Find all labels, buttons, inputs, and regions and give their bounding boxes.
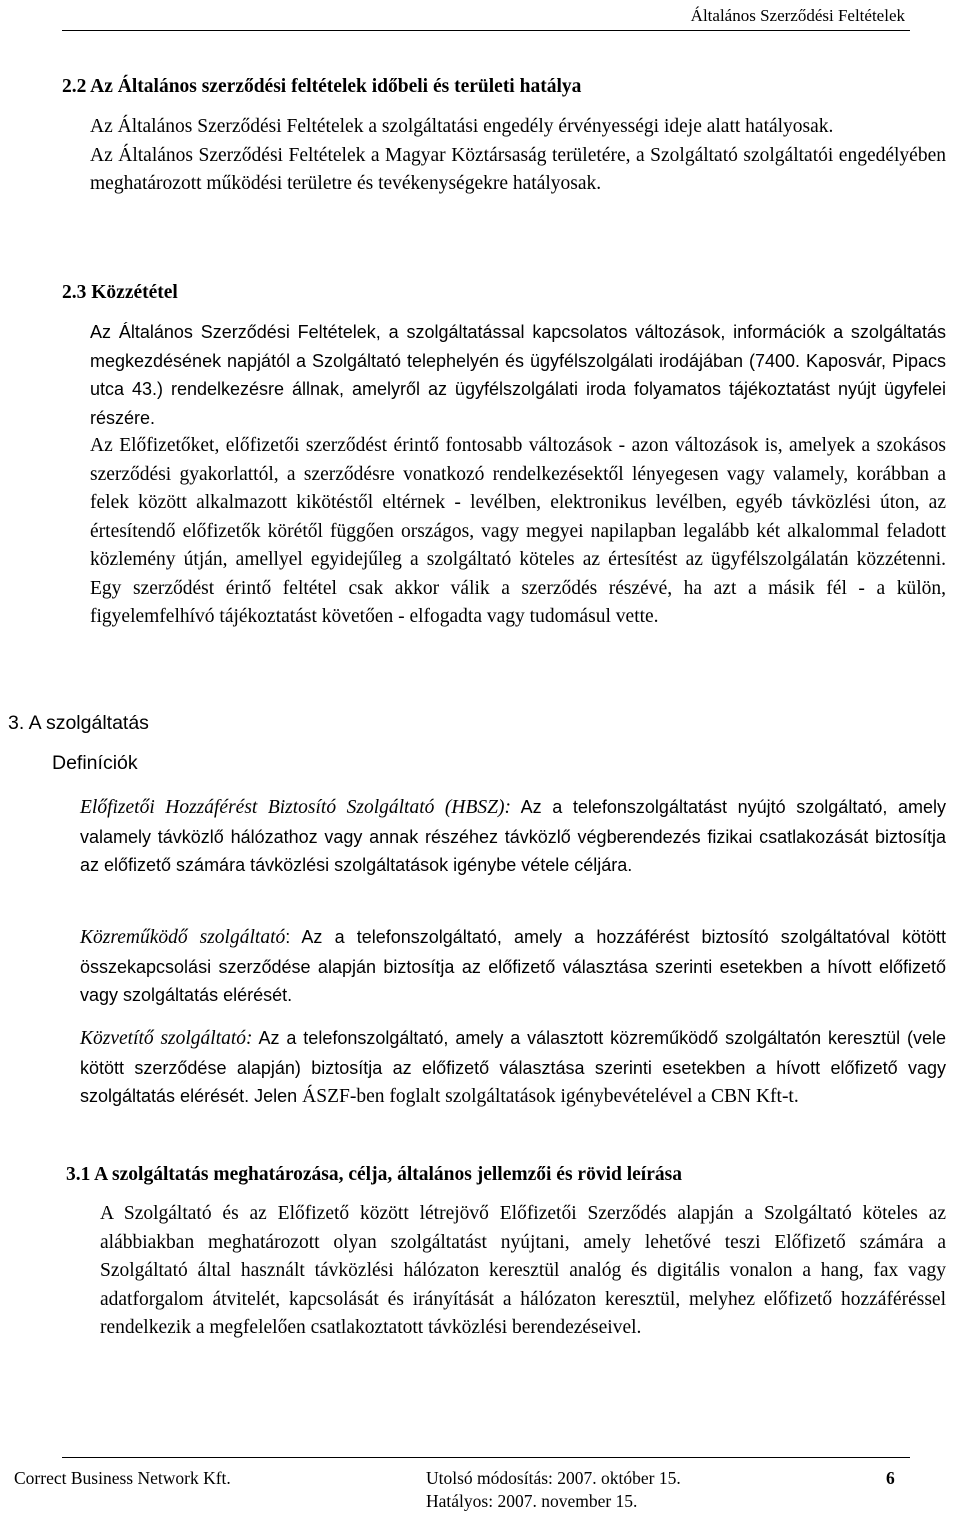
section-2-3-paragraph-1: Az Általános Szerződési Feltételek, a szolgáltatással kapcsolatos változások, információk a szolgáltatás megkezdésének napjától a Szolgáltató telephelyén és ügyfélszolgálati irodájában (7400. Kaposvár, Pipacs utca 43.) rendelkezésre állnak, amelyről az ügyfélszolgálati iroda folyamatos tájékoztatást nyújt ügyfelei részére. [90, 322, 946, 428]
definition-hbsz [80, 793, 946, 880]
definition-text: Az a telefonszolgáltatást nyújtó szolgáltató, amely valamely távközlő hálózathoz vagy annak részéhez távközlő végberendezés fizikai csatlakozását biztosítja az előfizető számára távközlési szolgáltatások igénybe vétele céljára. [80, 797, 946, 875]
section-2-2-paragraph-2: Az Általános Szerződési Feltételek a Magyar Köztársaság területére, a Szolgáltató szolgáltatói engedélyében meghatározott működési területre és tevékenységekre hatályosak. [90, 144, 946, 194]
section-2-3-paragraph-2: Az Előfizetőket, előfizetői szerződést érintő fontosabb változások - azon változások is, amelyek a szokásos szerződési gyakorlattól, a szerződésre vonatkozó rendelkezésektől lényegesen vagy valamely, korábban a felek között alkalmazott kikötéstől eltérnek - levélben, elektronikus levélben, egyéb távközlési úton, az értesítendő előfizetők körétől függően országos, vagy megyei napilapban legalább két alkalommal feladott közlemény útján, amellyel egyidejűleg a szolgáltató köteles az értesítést az ügyfélszolgálatán közzétenni. Egy szerződést érintő feltétel csak akkor válik a szerződés részévé, ha azt a másik fél - a külön, figyelemfelhívó tájékoztatást követően - elfogadta vagy tudomásul vette. [90, 435, 946, 627]
section-3-1-heading: 3.1 A szolgáltatás meghatározása, célja, általános jellemzői és rövid leírása [66, 1164, 682, 1185]
section-2-2-heading: 2.2 Az Általános szerződési feltételek időbeli és területi hatálya [62, 76, 582, 97]
section-3-heading: 3. A szolgáltatás [8, 712, 149, 734]
definition-term: Közvetítő szolgáltató: [80, 1028, 253, 1049]
section-2-2-body [90, 113, 946, 199]
section-2-3-body [90, 318, 946, 632]
definition-kozremukodo [80, 923, 946, 1010]
section-3-1-body [100, 1200, 946, 1343]
section-2-3-heading: 2.3 Közzététel [62, 282, 178, 303]
definition-text: Az a telefonszolgáltató, amely a választott közreműködő szolgáltatón keresztül (vele kötött szerződése alapján) biztosítja az előfizető választása szerinti esetekben a hívott előfizető vagy szolgáltatás elérését. Jelen [80, 1028, 947, 1106]
footer-modified-date: Utolsó módosítás: 2007. október 15. [426, 1468, 681, 1488]
definitions-heading: Definíciók [52, 752, 138, 774]
page-number: 6 [886, 1468, 895, 1488]
footer-company: Correct Business Network Kft. [14, 1468, 231, 1488]
header-title: Általános Szerződési Feltételek [690, 6, 905, 25]
footer-divider [62, 1457, 910, 1458]
definition-term: Előfizetői Hozzáférést Biztosító Szolgáltató (HBSZ): [80, 797, 511, 818]
page-header [62, 0, 910, 31]
section-3-1-paragraph: A Szolgáltató és az Előfizető között létrejövő Előfizetői Szerződés alapján a Szolgáltató köteles az alábbiakban meghatározott olyan szolgáltatást nyújtani, amely lehetővé teszi Előfizető számára a Szolgáltató által használt távközlési hálózaton keresztül analóg és digitális vonalon a hang, fax vagy adatforgalom átvitelét, kapcsolását és irányítását a hálózaton keresztül, melyhez előfizető hozzáféréssel rendelkezik a megfelelően csatlakoztatott távközlési berendezéseivel. [100, 1203, 946, 1338]
section-2-2-paragraph-1: Az Általános Szerződési Feltételek a szolgáltatási engedély érvényességi ideje alatt hatályosak. [90, 116, 834, 137]
definition-kozvetito [80, 1024, 946, 1112]
definition-text: : Az a telefonszolgáltató, amely a hozzáférést biztosító szolgáltatóval kötött összekapcsolási szerződése alapján biztosítja az előfizető választása szerinti esetekben a hívott előfizető vagy szolgáltatás elérését. [80, 927, 946, 1005]
footer-effective-date: Hatályos: 2007. november 15. [426, 1491, 638, 1511]
definition-text-serif: ÁSZF-ben foglalt szolgáltatások igénybevételével a CBN Kft-t. [302, 1086, 799, 1107]
definition-term: Közreműködő szolgáltató [80, 927, 286, 948]
